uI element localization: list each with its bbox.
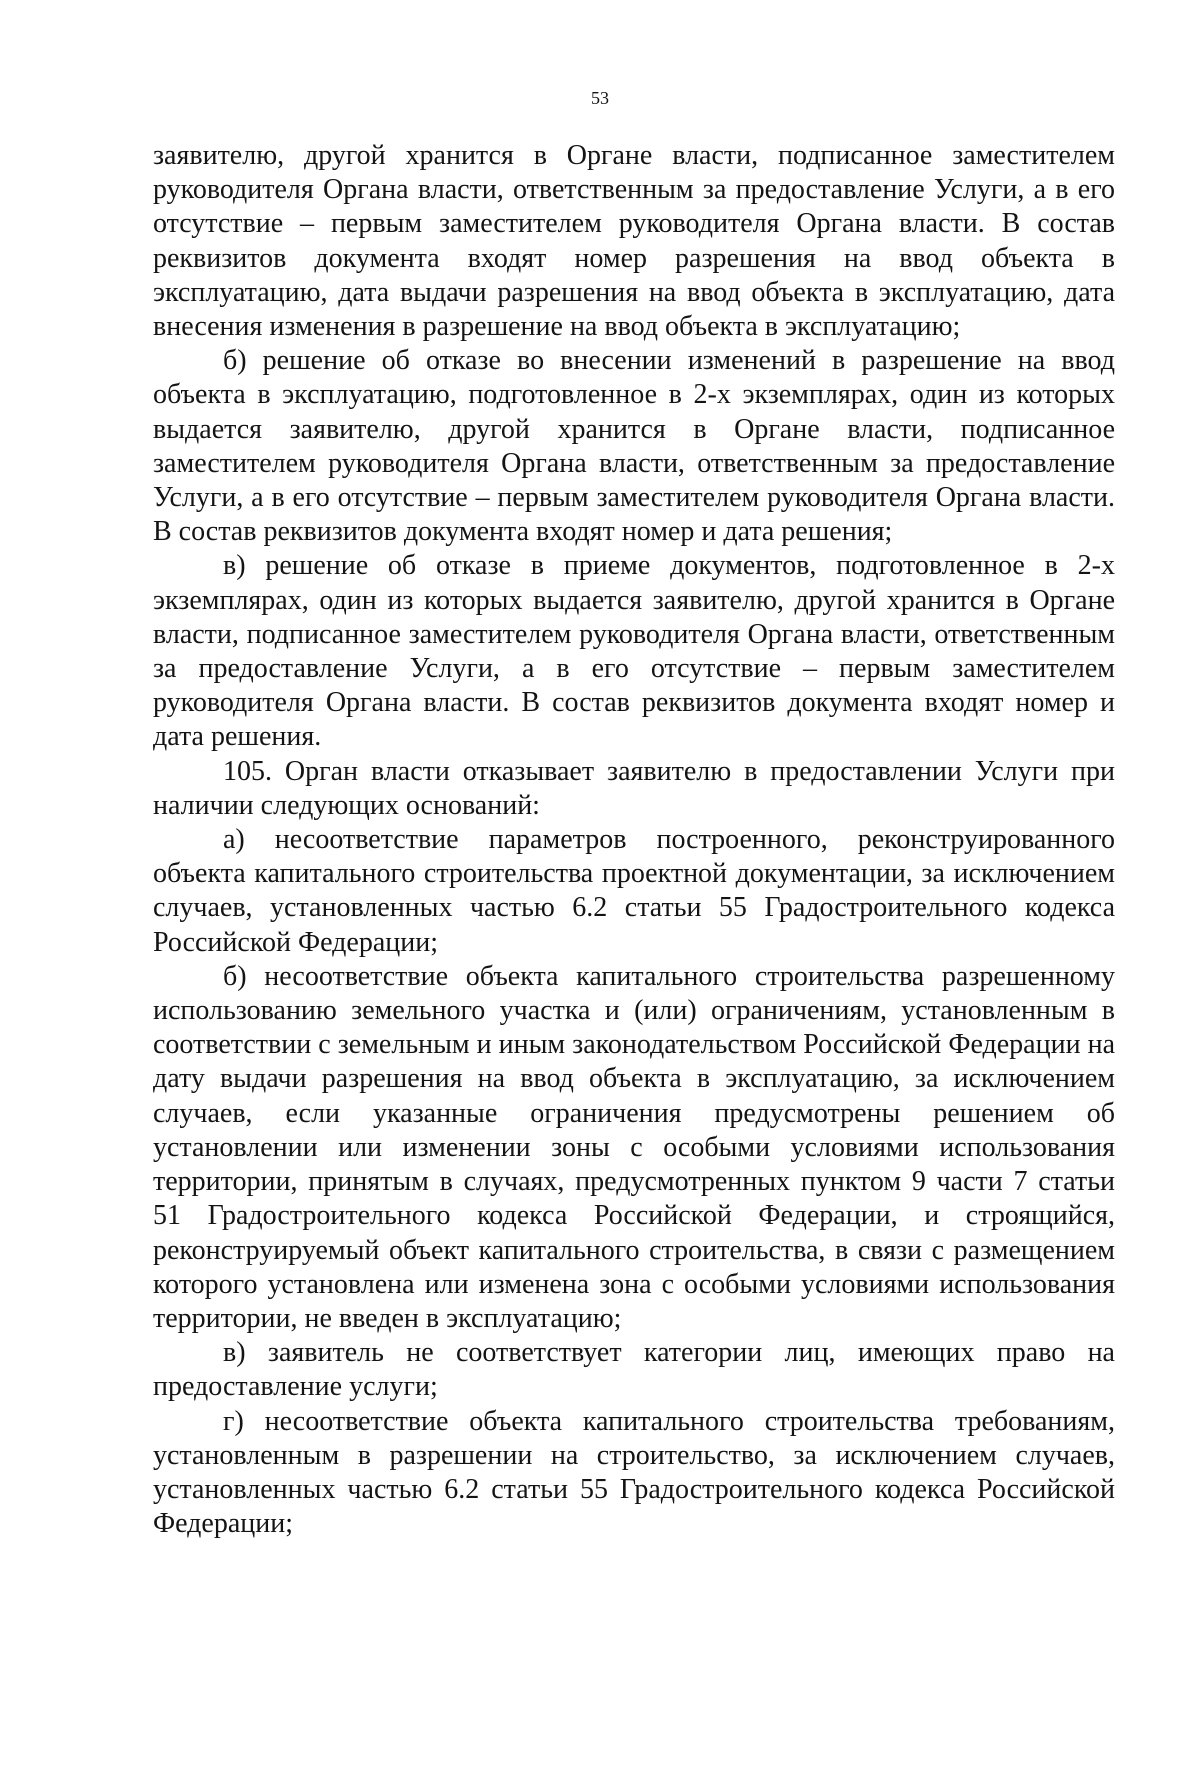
- paragraph-ground-v: в) заявитель не соответствует категории лиц, имеющих право на предоставление услуги;: [153, 1337, 1115, 1403]
- document-body: [153, 139, 1115, 1541]
- paragraph-105: 105. Орган власти отказывает заявителю в предоставлении Услуги при наличии следующих оснований:: [153, 755, 1115, 821]
- page-number: 53: [591, 88, 609, 108]
- paragraph-item-b-refusal-changes: б) решение об отказе во внесении изменений в разрешение на ввод объекта в эксплуатацию, подготовленное в 2-х экземплярах, один из которых выдается заявителю, другой хранится в Органе власти, подписанное заместителем руководителя Органа власти, ответственным за предоставление Услуги, а в его отсутствие – первым заместителем руководителя Органа власти. В состав реквизитов документа входят номер и дата решения;: [153, 345, 1115, 548]
- paragraph-continuation: заявителю, другой хранится в Органе власти, подписанное заместителем руководителя Органа власти, ответственным за предоставление Услуги, а в его отсутствие – первым заместителем руководителя Органа власти. В состав реквизитов документа входят номер разрешения на ввод объекта в эксплуатацию, дата выдачи разрешения на ввод объекта в эксплуатацию, дата внесения изменения в разрешение на ввод объекта в эксплуатацию;: [153, 140, 1115, 343]
- paragraph-ground-b: б) несоответствие объекта капитального строительства разрешенному использованию земельного участка и (или) ограничениям, установленным в соответствии с земельным и иным законодательством Российской Федерации на дату выдачи разрешения на ввод объекта в эксплуатацию, за исключением случаев, если указанные ограничения предусмотрены решением об установлении или изменении зоны с особыми условиями использования территории, принятым в случаях, предусмотренных пунктом 9 части 7 статьи 51 Градостроительного кодекса Российской Федерации, и строящийся, реконструируемый объект капитального строительства, в связи с размещением которого установлена или изменена зона с особыми условиями использования территории, не введен в эксплуатацию;: [153, 960, 1115, 1334]
- paragraph-item-v-refusal-documents: в) решение об отказе в приеме документов, подготовленное в 2-х экземплярах, один из которых выдается заявителю, другой хранится в Органе власти, подписанное заместителем руководителя Органа власти, ответственным за предоставление Услуги, а в его отсутствие – первым заместителем руководителя Органа власти. В состав реквизитов документа входят номер и дата решения.: [153, 550, 1115, 753]
- paragraph-ground-a: а) несоответствие параметров построенного, реконструированного объекта капитального строительства проектной документации, за исключением случаев, установленных частью 6.2 статьи 55 Градостроительного кодекса Российской Федерации;: [153, 824, 1115, 958]
- paragraph-ground-g: г) несоответствие объекта капитального строительства требованиям, установленным в разрешении на строительство, за исключением случаев, установленных частью 6.2 статьи 55 Градостроительного кодекса Российской Федерации;: [153, 1405, 1115, 1540]
